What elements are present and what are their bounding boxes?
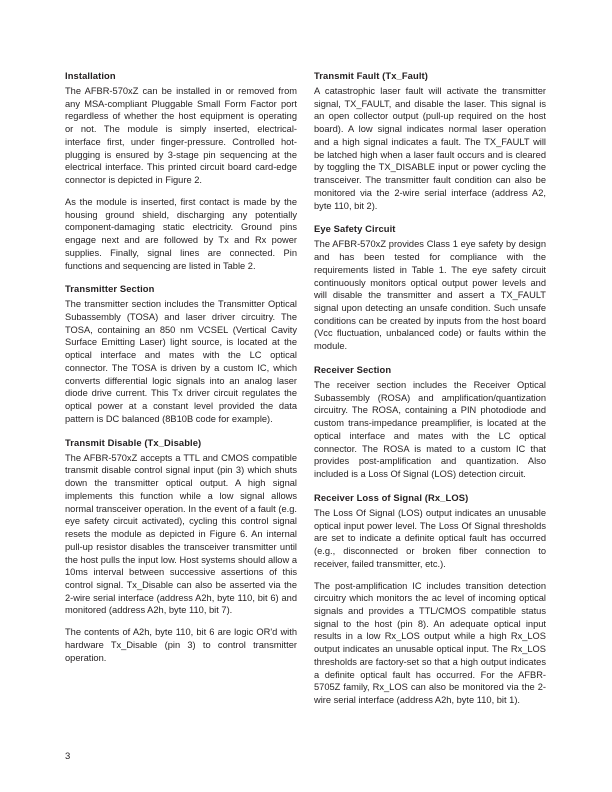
section-heading: Installation [65, 70, 116, 81]
paragraph: As the module is inserted, first contact is made by the housing ground shield, discharging any potentially component-damaging static electricity. Ground pins engage next and are followed by Tx and Rx power supplies. Finally, signal lines are connected. Pin functions and sequencing are listed in Table 2. [65, 196, 297, 271]
paragraph: The post-amplification IC includes transition detection circuitry which monitors the ac level of incoming optical signals and provides a TTL/CMOS compatible status signal to the host (pin 8). An adequate optical input results in a low Rx_LOS output while a high Rx_LOS output indicates an unusable optical input. The Rx_LOS thresholds are factory-set so that a high output indicates a definite optical fault has occurred. For the AFBR-5705Z family, Rx_LOS can also be monitored via the 2-wire serial interface (address A2h, byte 110, bit 1). [314, 580, 546, 706]
paragraph: The Loss Of Signal (LOS) output indicates an unusable optical input power level. The Loss Of Signal thresholds are set to indicate a definite optical fault has occurred (e.g., disconnected or broken fiber connection to receiver, failed transmitter, etc.). [314, 507, 546, 569]
section-heading: Transmit Disable (Tx_Disable) [65, 436, 202, 448]
paragraph: The transmitter section includes the Transmitter Optical Subassembly (TOSA) and laser driver circuitry. The TOSA, containing an 850 nm VCSEL (Vertical Cavity Surface Emitting Laser) light source, is located at the optical interface and mates with the LC optical connector. The TOSA is driven by a custom IC, which converts differential logic signals into an analog laser diode drive current. This Tx driver circuit regulates the optical power at a constant level provided the data pattern is DC balanced (8B10B code for example). [65, 299, 297, 424]
section-installation [65, 70, 297, 272]
right-column [314, 70, 546, 716]
section-heading: Receiver Section [314, 363, 392, 375]
paragraph: The receiver section includes the Receiver Optical Subassembly (ROSA) and amplification/quantization circuitry. The ROSA, containing a PIN photodiode and custom trans-impedance preamplifier, is located at the optical interface and mates with the LC optical connector. The ROSA is mated to a custom IC that provides post-amplification and quantization. Also included is a Loss Of Signal (LOS) detection circuit. [314, 379, 546, 480]
section-transmit-disable [65, 437, 297, 665]
page-number: 3 [65, 751, 71, 762]
section-receiver [314, 364, 546, 481]
section-transmit-fault [314, 70, 546, 212]
paragraph: The AFBR-570xZ provides Class 1 eye safety by design and has been tested for compliance with the requirements listed in Table 1. The eye safety circuit continuously monitors optical output power levels and will disable the transmitter and assert a TX_FAULT signal upon detecting an unsafe condition. Such unsafe conditions can be created by inputs from the host board (Vcc fluctuation, unbalanced code) or faults within the module. [314, 239, 546, 352]
section-heading: Eye Safety Circuit [314, 223, 396, 235]
section-heading: Receiver Loss of Signal (Rx_LOS) [314, 491, 469, 503]
section-receiver-los [314, 492, 546, 707]
paragraph: The contents of A2h, byte 110, bit 6 are logic OR'd with hardware Tx_Disable (pin 3) to control transmitter operation. [65, 627, 297, 663]
section-heading: Transmitter Section [65, 283, 155, 295]
left-column [65, 70, 297, 716]
paragraph: The AFBR-570xZ can be installed in or removed from any MSA-compliant Pluggable Small Form Factor port regardless of whether the host equipment is operating or not. The module is simply inserted, electrical-interface first, under finger-pressure. Controlled hot-plugging is ensured by 3-stage pin sequencing at the electrical interface. This printed circuit board card-edge connector is depicted in Figure 2. [65, 86, 297, 186]
section-eye-safety [314, 223, 546, 353]
section-heading: Transmit Fault (Tx_Fault) [314, 70, 428, 81]
section-transmitter [65, 283, 297, 425]
page-content [65, 70, 547, 716]
paragraph: A catastrophic laser fault will activate the transmitter signal, TX_FAULT, and disable the laser. This signal is an open collector output (pull-up required on the host board). A low signal indicates normal laser operation and a high signal indicates a fault. The TX_FAULT will be latched high when a laser fault occurs and is cleared by toggling the TX_DISABLE input or power cycling the transceiver. The transmitter fault condition can also be monitored via the 2-wire serial interface (address A2, byte 110, bit 2). [314, 86, 546, 211]
paragraph: The AFBR-570xZ accepts a TTL and CMOS compatible transmit disable control signal input (pin 3) which shuts down the transmitter optical output. A high signal implements this function while a low signal allows normal transceiver operation. In the event of a fault (e.g. eye safety circuit activated), cycling this control signal resets the module as depicted in Figure 6. An internal pull-up resistor disables the transceiver transmitter until the host pulls the input low. Host systems should allow a 10ms interval between successive assertions of this control signal. Tx_Disable can also be asserted via the 2-wire serial interface (address A2h, byte 110, bit 6) and monitored (address A2h, byte 110, bit 7). [65, 452, 297, 616]
